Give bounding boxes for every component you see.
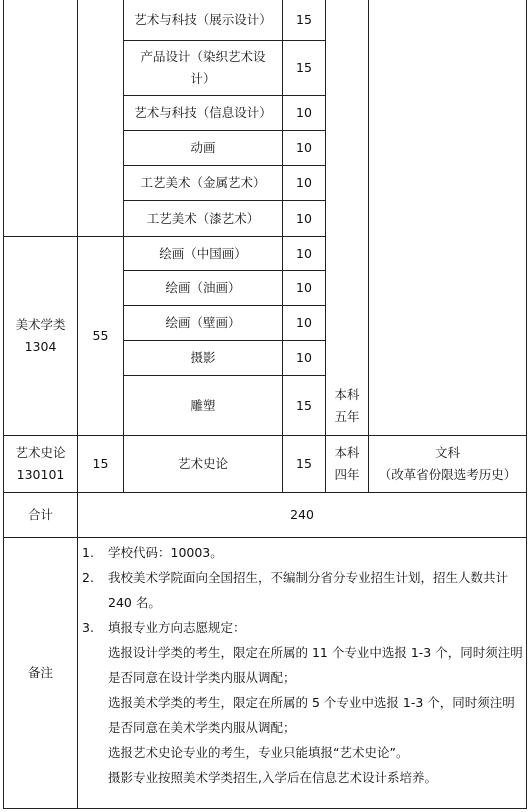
category-cell bbox=[4, 237, 77, 435]
quota-cell: 15 bbox=[296, 456, 312, 471]
quota-cell: 15 bbox=[296, 397, 312, 413]
remark-detail: 摄影专业按照美术学类招生,入学后在信息艺术设计系培养。 bbox=[108, 770, 437, 785]
major-cell: 绘画（中国画） bbox=[159, 245, 247, 261]
column-line bbox=[368, 0, 369, 493]
remark-detail: 选报美术学类的考生，限定在所属的 5 个专业中选报 1-3 个，同时须注明是否同意在美术学类内服从调配； bbox=[108, 695, 515, 735]
remark-text: 我校美术学院面向全国招生，不编制分省分专业招生计划，招生人数共计240 名。 bbox=[108, 570, 509, 610]
remark-text: 学校代码：10003。 bbox=[108, 545, 223, 560]
remarks-label: 备注 bbox=[27, 665, 53, 680]
major-cell: 工艺美术（漆艺术） bbox=[146, 210, 260, 226]
category-cell bbox=[4, 436, 77, 492]
remark-text: 填报专业方向志愿规定： bbox=[108, 620, 246, 635]
quota-cell: 10 bbox=[296, 315, 312, 330]
quota-cell: 10 bbox=[296, 210, 312, 226]
total-label: 合计 bbox=[27, 507, 53, 522]
column-line bbox=[526, 0, 527, 809]
major-cell: 绘画（油画） bbox=[165, 280, 241, 295]
major-cell: 艺术史论 bbox=[177, 456, 228, 471]
category-code: 130101 bbox=[16, 467, 65, 482]
remark-number: 2. bbox=[82, 570, 94, 585]
category-total-cell: 15 bbox=[92, 456, 109, 471]
quota-cell: 10 bbox=[296, 280, 312, 295]
quota-cell: 15 bbox=[296, 12, 312, 27]
remark-item bbox=[80, 565, 525, 615]
category-total-cell: 55 bbox=[92, 328, 109, 343]
remark-detail: 选报艺术史论专业的考生，专业只能填报“艺术史论”。 bbox=[108, 745, 409, 760]
remark-number: 1. bbox=[82, 545, 94, 560]
category-name: 艺术史论 bbox=[15, 445, 66, 460]
major-cell: 摄影 bbox=[190, 350, 216, 365]
remark-detail: 选报设计学类的考生，限定在所属的 11 个专业中选报 1-3 个，同时须注明是否同意在设计学类内服从调配； bbox=[108, 645, 523, 685]
category-code: 1304 bbox=[24, 339, 57, 354]
note-cell: 文科 （改革省份限选考历史） bbox=[378, 445, 517, 482]
row-line bbox=[3, 537, 527, 538]
major-cell: 绘画（壁画） bbox=[165, 315, 241, 330]
major-cell: 艺术与科技（信息设计） bbox=[134, 105, 272, 120]
quota-cell: 10 bbox=[296, 175, 312, 190]
duration-cell: 本科 四年 bbox=[334, 445, 360, 482]
quota-cell: 10 bbox=[296, 350, 312, 365]
remark-item bbox=[80, 615, 525, 640]
remark-number: 3. bbox=[82, 620, 94, 635]
quota-cell: 10 bbox=[296, 245, 312, 261]
total-value: 240 bbox=[290, 507, 314, 522]
major-cell: 动画 bbox=[190, 140, 216, 155]
row-line bbox=[3, 808, 527, 809]
quota-cell: 10 bbox=[296, 140, 312, 155]
major-cell: 雕塑 bbox=[190, 397, 216, 413]
quota-cell: 15 bbox=[296, 60, 312, 75]
quota-cell: 10 bbox=[296, 105, 312, 120]
major-cell: 工艺美术（金属艺术） bbox=[140, 175, 266, 190]
remark-item bbox=[80, 540, 525, 565]
major-cell: 艺术与科技（展示设计） bbox=[134, 12, 272, 27]
category-name: 美术学类 bbox=[15, 317, 66, 332]
major-cell: 产品设计（染织艺术设计） bbox=[140, 49, 266, 86]
duration-cell: 本科 五年 bbox=[334, 386, 360, 424]
remarks-content bbox=[80, 540, 525, 790]
